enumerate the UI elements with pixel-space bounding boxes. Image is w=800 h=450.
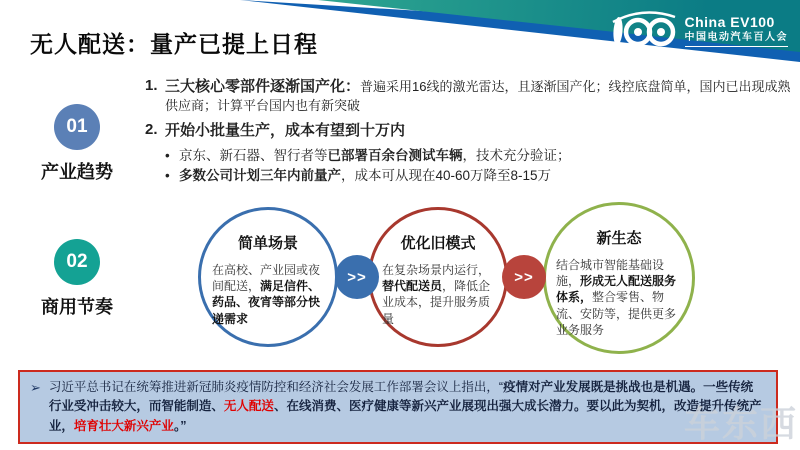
- logo-brand-name: China EV100: [684, 14, 775, 31]
- bullet-dot-icon: •: [165, 148, 170, 164]
- section-01-badge: 01: [54, 104, 100, 150]
- stage-2-body: 在复杂场景内运行，替代配送员，降低企业成本，提升服务质量: [382, 263, 491, 326]
- stage-arrow-1-icon: >>: [335, 255, 379, 299]
- stage-3-title: 新生态: [596, 230, 642, 247]
- trend-item-1: [145, 76, 793, 115]
- stage-3-body: 结合城市智能基础设施，形成无人配送服务体系，整合零售、物流、安防等，提供更多业务服务: [556, 258, 677, 337]
- arrowhead-bullet-icon: ➢: [30, 380, 41, 395]
- ev100-logo-icon: [609, 6, 677, 55]
- logo-text: [685, 14, 789, 47]
- trend-item-2: [145, 120, 793, 141]
- stage-2-title: 优化旧模式: [400, 235, 476, 252]
- stage-circle-optimize-old-model: [368, 207, 508, 347]
- trend-subitem-2-text: 多数公司计划三年内前量产，成本可从现在40-60万降至8-15万: [179, 168, 552, 184]
- trend-item-2-number: 2.: [145, 121, 158, 139]
- quote-text: 习近平总书记在统筹推进新冠肺炎疫情防控和经济社会发展工作部署会议上指出，“疫情对产业发展既是挑战也是机遇。一些传统行业受冲击较大，而智能制造、无人配送、在线消费、医疗健康等新兴产业展现出强大成长潜力。要以此为契机，改造提升传统产业，培育壮大新兴产业。”: [48, 380, 762, 433]
- logo-brand-name-cn: 中国电动汽车百人会: [685, 32, 789, 47]
- watermark: 车东西: [684, 403, 799, 444]
- trend-subitem-1: [165, 146, 793, 166]
- bullet-dot-icon: •: [165, 168, 170, 184]
- section-01-label: 产业趋势: [41, 162, 113, 182]
- trend-item-1-text: 三大核心零部件逐渐国产化：普遍采用16线的激光雷达，且逐渐国产化；线控底盘简单，国内已出现成熟供应商；计算平台国内也有新突破: [165, 78, 791, 113]
- stage-1-body: 在高校、产业园或夜间配送，满足信件、药品、夜宵等部分快递需求: [212, 263, 321, 326]
- trend-item-2-text: 开始小批量生产，成本有望到十万内: [165, 122, 406, 140]
- stage-circle-simple-scene: [198, 207, 338, 347]
- section-02-badge: 02: [54, 239, 100, 285]
- quote-box: [18, 370, 778, 444]
- chinaev100-logo: [609, 6, 789, 55]
- trend-subitem-1-text: 京东、新石器、智行者等已部署百余台测试车辆，技术充分验证；: [179, 148, 571, 164]
- trend-subitems: [165, 146, 793, 187]
- section-02-label: 商用节奏: [41, 297, 113, 317]
- trend-subitem-2: [165, 166, 793, 186]
- stage-circle-new-ecosystem: [543, 202, 695, 354]
- industry-trend-list: [145, 76, 793, 187]
- trend-item-1-number: 1.: [145, 77, 158, 94]
- page-title: 无人配送：量产已提上日程: [30, 31, 318, 57]
- stage-1-title: 简单场景: [237, 235, 298, 252]
- stage-arrow-2-icon: >>: [502, 255, 546, 299]
